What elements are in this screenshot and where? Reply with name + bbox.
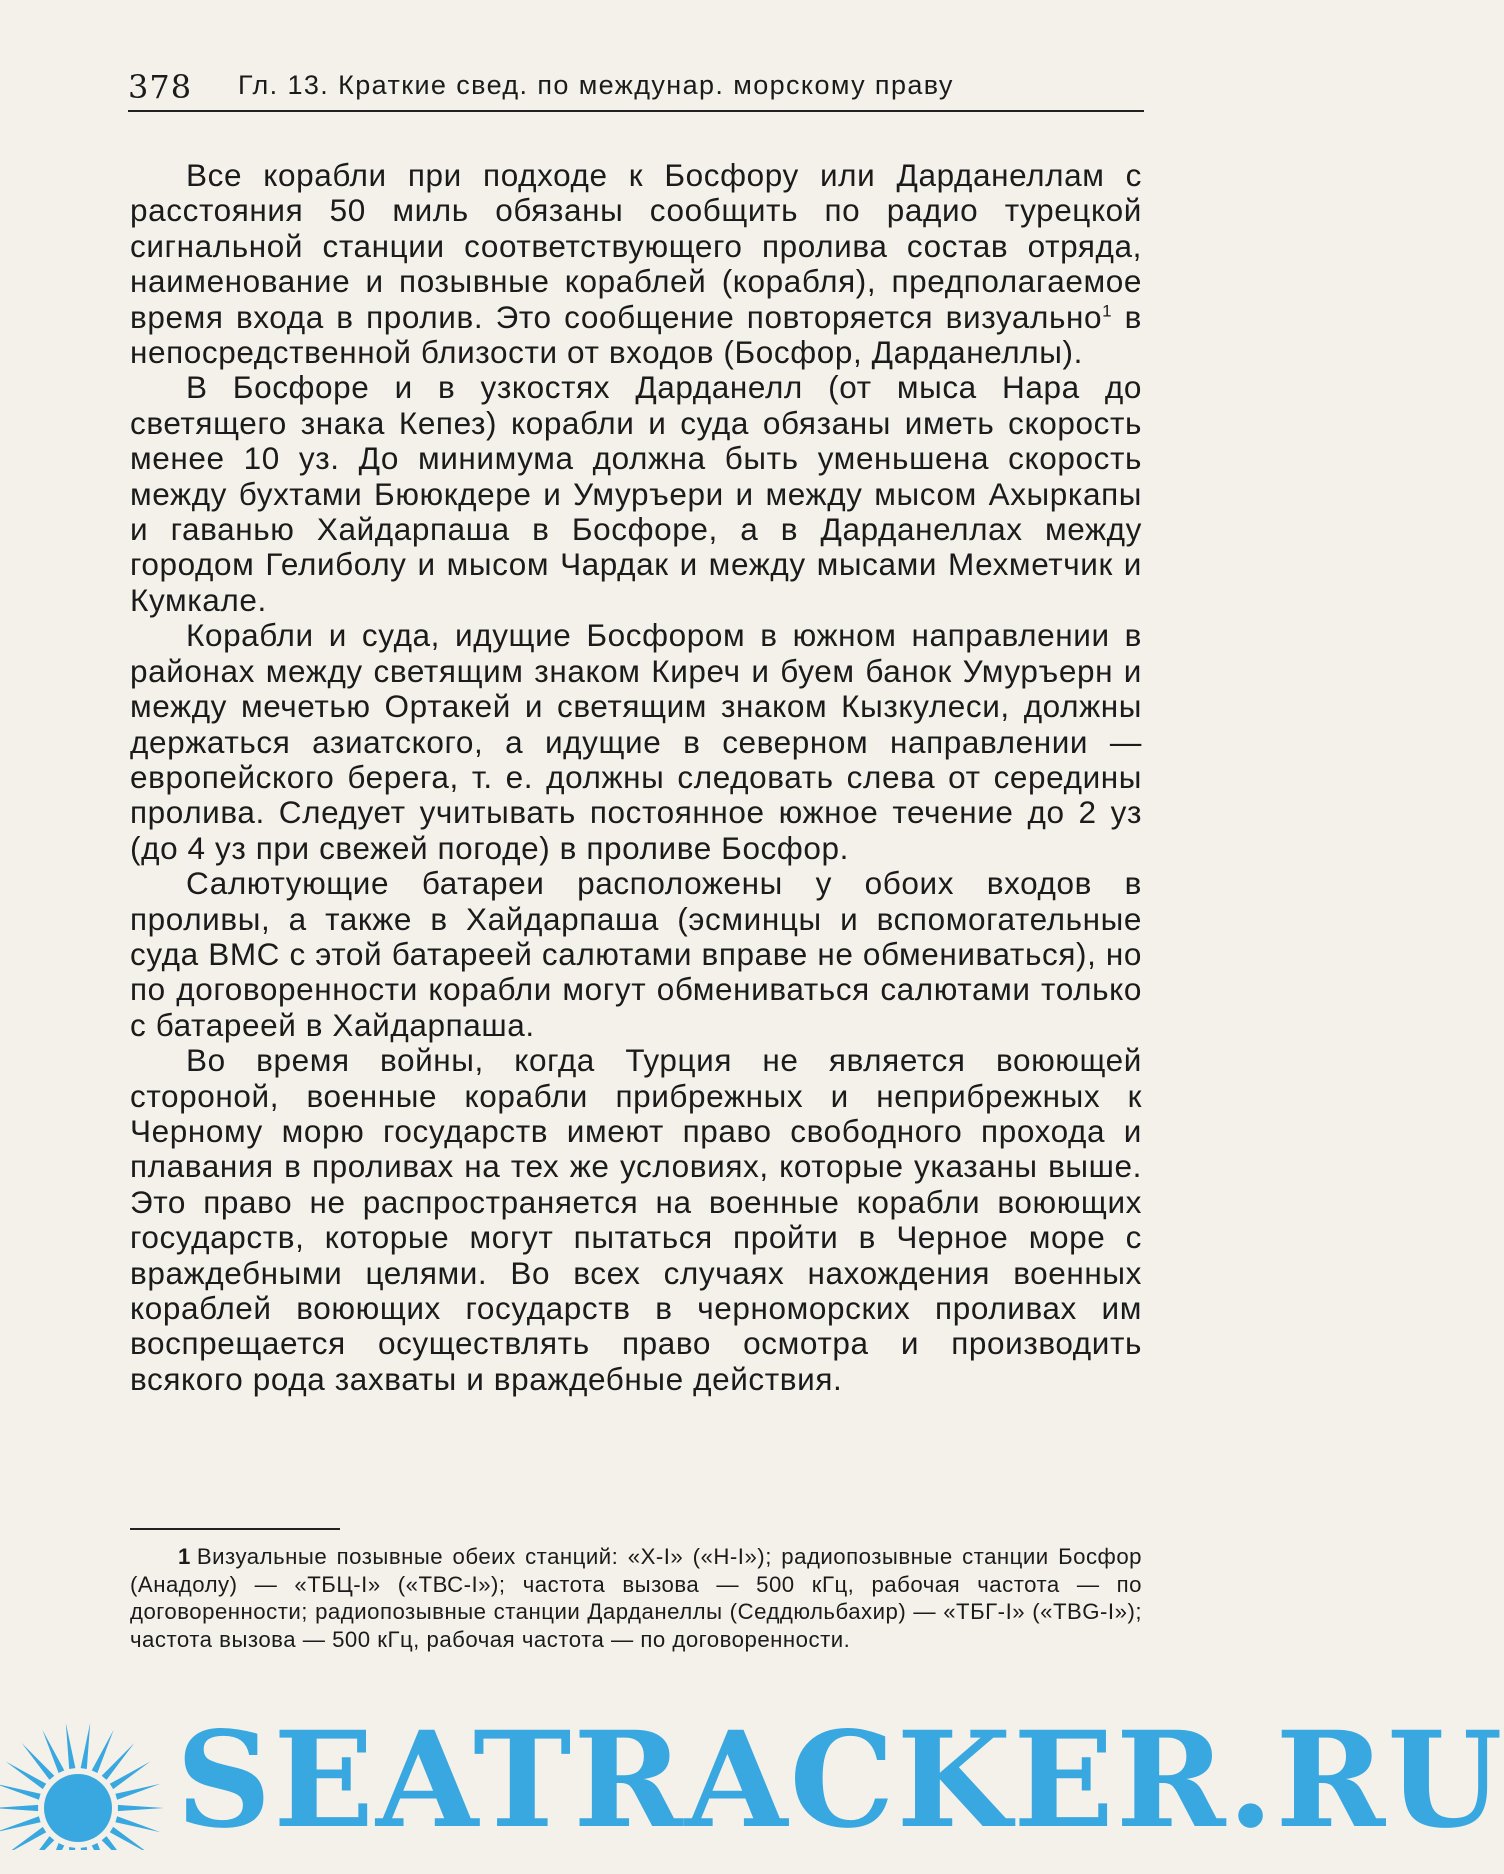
body-text <box>130 158 1142 1397</box>
paragraph <box>130 158 1142 370</box>
paragraph: Во время войны, когда Турция не является воюющей стороной, военные корабли прибрежных и неприбрежных к Черному морю государств имеют право свободного прохода и плавания в проливах на тех же условиях, которые указаны выше. Это право не распространяется на военные корабли воюющих государств, которые могут пытаться пройти в Черное море с враждебными целями. Во всех случаях нахождения военных кораблей воюющих государств в черноморских проливах им воспрещается осуществлять право осмотра и производить всякого рода захваты и враждебные действия. <box>130 1042 1142 1397</box>
paragraph: Корабли и суда, идущие Босфором в южном направлении в районах между светящим знаком Киреч и буем банок Умуръерн и между мечетью Ортакей и светящим знаком Кызкулеси, должны держаться азиатского, а идущие в северном направлении — европейского берега, т. е. должны следовать слева от середины пролива. Следует учитывать постоянное южное течение до 2 уз (до 4 уз при свежей погоде) в проливе Босфор. <box>130 617 1142 866</box>
chapter-title: Гл. 13. Краткие свед. по междунар. морскому праву <box>238 70 954 100</box>
watermark <box>0 1690 1504 1874</box>
footnote-reference[interactable]: 1 <box>1102 301 1113 321</box>
footnote-mark: 1 <box>178 1544 191 1569</box>
paragraph-text: в непосредственной близости от входов (Босфор, Дарданеллы). <box>130 298 1142 371</box>
paragraph: Салютующие батареи расположены у обоих входов в проливы, а также в Хайдарпаша (эсминцы и вспомогательные суда ВМС с этой батареей салютами вправе не обмениваться), но по договоренности корабли могут обмениваться салютами только с батареей в Хайдарпаша. <box>130 865 1142 1043</box>
footnote-text: Визуальные позывные обеих станций: «Х-І» («Н-І»); радиопозывные станции Босфор (Анадолу) — «ТБЦ-І» («ТВС-І»); частота вызова — 500 кГц, рабочая частота — по договоренности; радиопозывные станции Дарданеллы (Седдюльбахир) — «ТБГ-І» («ТВG-І»); частота вызова — 500 кГц, рабочая частота — по договоренности. <box>130 1544 1142 1652</box>
paragraph: В Босфоре и в узкостях Дарданелл (от мыса Нара до светящего знака Кепез) корабли и суда обязаны иметь скорость менее 10 уз. До минимума должна быть уменьшена скорость между бухтами Бююкдере и Умуръери и между мысом Ахыркапы и гаванью Хайдарпаша в Босфоре, а в Дарданеллах между городом Гелиболу и мысом Чардак и между мысами Мехметчик и Кумкале. <box>130 369 1142 618</box>
footnote-divider <box>130 1528 340 1530</box>
page-number: 378 <box>128 68 193 106</box>
footnote <box>130 1543 1142 1653</box>
running-head <box>128 62 1144 112</box>
paragraph-text: Все корабли при подходе к Босфору или Дарданеллам с расстояния 50 миль обязаны сообщить по радио турецкой сигнальной станции соответствующего пролива состав отряда, наименование и позывные кораблей (корабля), предполагаемое время входа в пролив. Это сообщение повторяется визуально <box>130 157 1142 335</box>
watermark-text: SEATRACKER.RU <box>176 1703 1504 1858</box>
